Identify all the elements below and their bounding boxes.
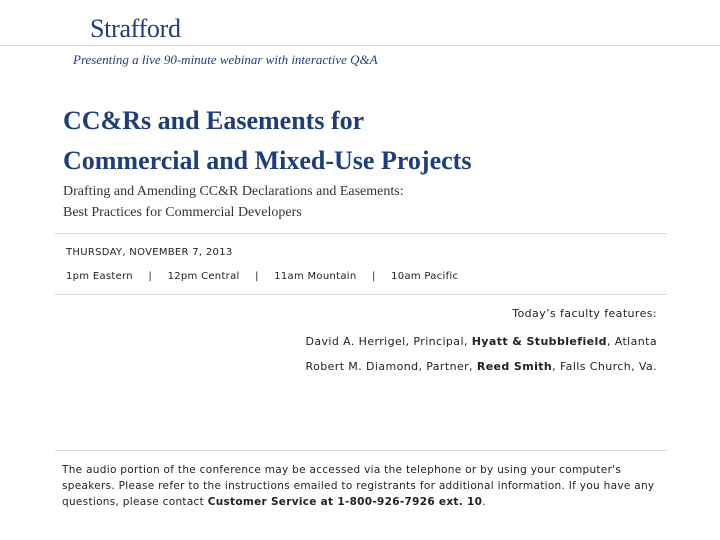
footer-period: .	[482, 496, 486, 508]
faculty-heading: Today’s faculty features:	[512, 307, 657, 320]
audio-instructions	[62, 462, 662, 510]
title-line-1: CC&Rs and Easements for	[63, 106, 365, 135]
faculty-member-1	[306, 335, 658, 348]
faculty-member-1-location: , Atlanta	[606, 335, 657, 348]
time-separator: |	[148, 271, 153, 282]
time-separator: |	[255, 271, 259, 282]
footer-divider	[55, 450, 667, 451]
webinar-date: THURSDAY, NOVEMBER 7, 2013	[66, 247, 233, 258]
faculty-member-2-firm: Reed Smith	[476, 360, 553, 373]
time-pacific: 10am Pacific	[391, 271, 459, 282]
faculty-member-2-location: , Falls Church, Va.	[552, 360, 657, 373]
schedule-bottom-divider	[55, 294, 667, 295]
customer-service-contact: Customer Service at 1-800-926-7926 ext. 10	[207, 496, 483, 508]
faculty-member-2	[306, 360, 657, 373]
webinar-times	[66, 271, 458, 282]
title-line-2: Commercial and Mixed-Use Projects	[63, 146, 472, 175]
time-central: 12pm Central	[167, 271, 240, 282]
faculty-member-2-title: Robert M. Diamond, Partner,	[305, 360, 477, 373]
time-separator: |	[371, 271, 376, 282]
tagline: Presenting a live 90-minute webinar with interactive Q&A	[73, 52, 378, 67]
time-mountain: 11am Mountain	[274, 271, 357, 282]
faculty-member-1-firm: Hyatt & Stubblefield	[471, 335, 607, 348]
strafford-logo: Strafford	[90, 14, 181, 43]
time-eastern: 1pm Eastern	[66, 271, 133, 282]
audio-instructions-text: The audio portion of the conference may be accessed via the telephone or by using your computer's speakers. Please refer to the instructions emailed to registrants for additional information. If you have any questions, please contact	[62, 464, 655, 508]
header-divider	[0, 45, 720, 46]
schedule-top-divider	[55, 233, 667, 234]
subtitle-line-2: Best Practices for Commercial Developers	[63, 205, 302, 220]
faculty-member-1-title: David A. Herrigel, Principal,	[305, 335, 472, 348]
subtitle-line-1: Drafting and Amending CC&R Declarations and Easements:	[63, 184, 404, 199]
